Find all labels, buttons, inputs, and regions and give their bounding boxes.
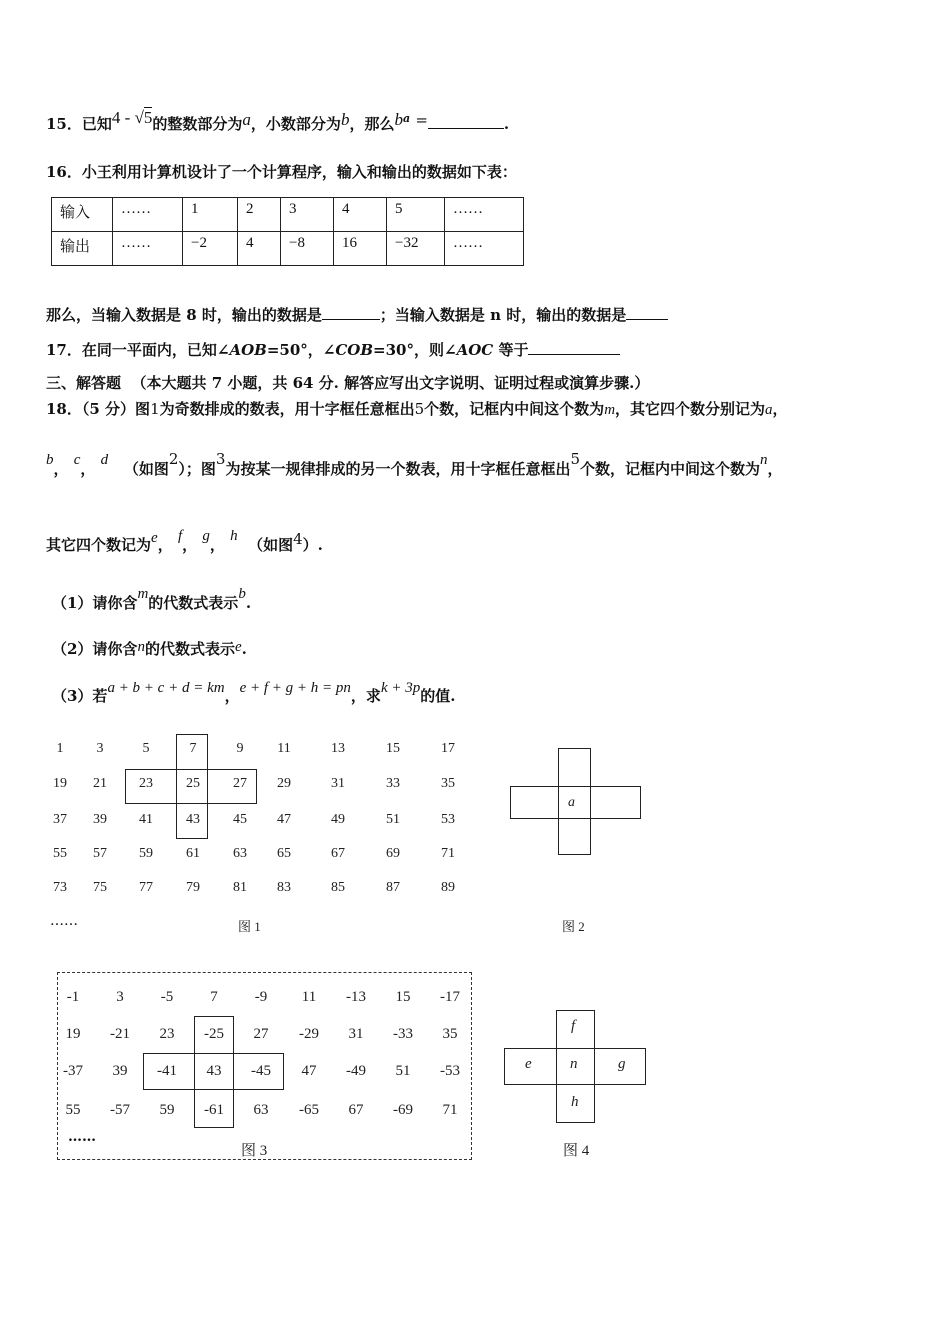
fig3-number: -33 [393,1026,413,1042]
table-cell: 2 [238,198,281,232]
fig1-number: 5 [142,741,150,756]
fig1-number: 33 [386,776,400,791]
fig1-ellipsis: …… [50,913,78,929]
fig1-number: 81 [233,880,247,895]
q18-fig-ref: 4 [293,530,303,548]
fig3-number: 47 [301,1063,317,1079]
fig1-number: 41 [139,812,153,827]
q15-text: 已知 [81,115,112,133]
fig1-number: 29 [277,776,291,791]
fig1-number: 69 [386,846,400,861]
fig1-number: 57 [93,846,107,861]
q18-comma: ， [53,460,69,478]
fig1-number: 11 [277,741,291,756]
fig4-top-label: f [571,1018,576,1034]
q18-text: （如图 [248,536,294,554]
fig1-number: 45 [233,812,247,827]
q18-var-a: a [765,402,773,418]
q18-text: （如图 [123,460,169,478]
fig2-center-label: a [568,795,575,810]
q16-followup [46,304,668,325]
q17-aoc: AOC [456,341,494,359]
q18-comma: ， [157,536,173,554]
fig1-number: 77 [139,880,153,895]
fig3-number: 39 [112,1063,128,1079]
fig3-number: -65 [299,1102,319,1118]
io-table-row [52,232,524,266]
fig1-number: 7 [189,741,197,756]
fig3-number: 51 [395,1063,411,1079]
fig3-number: -1 [66,989,80,1005]
q16-number: 16． [46,163,82,181]
fig1-number: 35 [441,776,455,791]
fig1-number: 79 [186,880,200,895]
table-cell: 1 [183,198,238,232]
q17-number: 17． [46,341,82,359]
q16-answer-blank-1[interactable] [322,305,380,320]
fig3-number: 59 [159,1102,175,1118]
q18-sub2-text: . [241,640,247,658]
io-table [51,197,524,266]
q18-comma: ， [209,536,225,554]
q17-text: 在同一平面内，已知∠ [81,341,230,359]
q18-line-2 [46,450,783,479]
fig3-number: -53 [440,1063,460,1079]
fig4-bottom-label: h [571,1094,579,1110]
q17-aob: AOB [229,341,267,359]
q15-eq: = [415,111,428,129]
q15-end: . [503,115,510,133]
q18-sub2-text: （2）请你含 [52,640,138,658]
fig3-number: 71 [442,1102,458,1118]
fig1-number: 23 [139,776,153,791]
question-16 [46,161,517,182]
fig3-number: 67 [348,1102,364,1118]
io-table-row [52,198,524,232]
fig3-number: -61 [204,1102,224,1118]
q18-sub2-var: n [137,639,145,655]
fig1-number: 59 [139,846,153,861]
fig1-number: 13 [331,741,345,756]
q18-sub3-text: 的值. [420,687,456,705]
q18-comma: ， [772,400,788,418]
question-17 [46,339,620,360]
fig1-number: 61 [186,846,200,861]
q18-number-5: 5 [570,450,581,468]
fig1-number: 83 [277,880,291,895]
fig1-number: 31 [331,776,345,791]
fig3-number: -5 [160,989,174,1005]
fig1-number: 47 [277,812,291,827]
fig1-number: 3 [96,741,104,756]
q18-sub3-equation: e + f + g + h = pn [239,680,351,696]
fig1-number: 17 [441,741,455,756]
q18-fig-ref: 2 [168,450,179,468]
q18-sub1-var: b [238,586,246,602]
fig3-number: 27 [253,1026,269,1042]
fig3-number: 11 [301,989,317,1005]
fig4-right-label: g [618,1056,626,1072]
fig1-number: 75 [93,880,107,895]
q18-fig-ref: 1 [150,400,160,418]
fig3-number: -25 [204,1026,224,1042]
fig3-number: 63 [253,1102,269,1118]
fig1-number: 73 [53,880,67,895]
fig3-number: -45 [251,1063,271,1079]
q18-sub3-text: （3）若 [52,687,108,705]
q15-var-b: b [340,110,350,129]
fig3-number: 3 [116,989,124,1005]
q17-answer-blank[interactable] [528,340,620,355]
q18-text: 图 [135,400,151,418]
q15-exponent: a [402,112,411,125]
fig2-caption: 图 2 [562,919,585,934]
q18-var-e: e [151,530,158,546]
q18-var-m: m [604,402,616,418]
fig1-number: 89 [441,880,455,895]
section-3-title: 三、解答题 [46,374,122,392]
fig1-number: 55 [53,846,67,861]
fig3-number: 55 [65,1102,81,1118]
q18-line-1 [46,398,788,419]
q18-fig-ref: 3 [215,450,226,468]
q18-score: （5 分） [81,400,136,418]
fig3-number: -9 [254,989,268,1005]
fig1-number: 63 [233,846,247,861]
fig1-number: 19 [53,776,67,791]
q18-var-f: f [177,528,183,544]
q18-sub-2 [52,638,247,659]
q18-var-g: g [202,528,210,544]
q15-answer-blank[interactable] [428,114,504,129]
q18-sub3-text: ， [224,687,240,705]
question-15: 15．已知4 - √5的整数部分为a，小数部分为b，那么$b^a$ = . [46,108,510,133]
q15-number: 15． [46,115,82,133]
q18-text: 个数，记框内中间这个数为 [424,400,605,418]
q15-sqrt: 5 [143,108,153,127]
q18-var-n: n [760,452,768,468]
fig3-number: -57 [110,1102,130,1118]
fig1-number: 39 [93,812,107,827]
q15-base: b [394,110,403,129]
fig3-number: 23 [159,1026,175,1042]
q15-expr: 4 - [111,108,131,127]
fig3-number: -49 [346,1063,366,1079]
q18-text: 其它四个数记为 [46,536,152,554]
table-cell: −32 [387,232,445,266]
fig1-number: 15 [386,741,400,756]
q15-var-a: a [242,110,251,129]
q18-comma: ， [182,536,198,554]
q17-text: =30°，则∠ [373,341,457,359]
fig1-number: 1 [56,741,64,756]
q18-var-c: c [73,452,81,468]
table-cell: −2 [183,232,238,266]
q18-sub3-text: ，求 [350,687,381,705]
table-cell: 16 [334,232,387,266]
q18-text: ，其它四个数分别记为 [615,400,766,418]
table-cell: 3 [281,198,334,232]
fig1-number: 51 [386,812,400,827]
section-3-note: （本大题共 7 小题，共 64 分. 解答应写出文字说明、证明过程或演算步骤.） [131,374,650,392]
fig1-number: 37 [53,812,67,827]
q17-text: 等于 [493,341,529,359]
q18-sub1-text: 的代数式表示 [148,594,239,612]
q16-followup-a: 那么，当输入数据是 8 时，输出的数据是 [46,306,322,324]
table-cell: −8 [281,232,334,266]
fig1-number: 87 [386,880,400,895]
fig1-number: 71 [441,846,455,861]
fig3-caption: 图 3 [241,1143,268,1159]
q16-text: 小王利用计算机设计了一个计算程序，输入和输出的数据如下表： [81,163,517,181]
fig4-center-label: n [570,1056,578,1072]
table-cell: 4 [334,198,387,232]
fig1-number: 43 [186,812,200,827]
fig3-number: 43 [206,1063,222,1079]
q18-sub-1 [52,586,252,613]
q17-text: =50°，∠ [266,341,336,359]
q18-sub1-text: . [245,594,252,612]
q18-sub2-var: e [234,639,242,655]
table-cell: 5 [387,198,445,232]
fig1-number: 21 [93,776,107,791]
fig1-number: 53 [441,812,455,827]
q18-text: 个数，记框内中间这个数为 [580,460,761,478]
q18-sub1-var: m [137,586,149,602]
q18-line-3 [46,528,323,555]
table-cell: 4 [238,232,281,266]
q18-sub2-text: 的代数式表示 [144,640,235,658]
q18-var-b: b [46,452,54,468]
q17-cob: COB [335,341,374,359]
table-cell: 输出 [52,232,113,266]
q18-var-d: d [100,452,109,468]
fig3-number: 7 [210,989,218,1005]
section-3-heading [46,372,649,393]
fig1-number: 9 [236,741,244,756]
q18-sub1-text: （1）请你含 [52,594,138,612]
fig1-number: 85 [331,880,345,895]
q18-text: 为按某一规律排成的另一个数表，用十字框任意框出 [225,460,571,478]
fig3-ellipsis: …… [68,1129,96,1145]
q15-text: ，那么 [349,115,395,133]
fig3-number: 35 [442,1026,458,1042]
fig3-number: -13 [346,989,366,1005]
q18-text: 为奇数排成的数表，用十字框任意框出 [159,400,415,418]
q18-comma: ， [80,460,96,478]
fig3-number: -37 [63,1063,83,1079]
table-cell: …… [445,232,524,266]
table-cell: 输入 [52,198,113,232]
q18-number-5: 5 [414,400,425,418]
table-cell: …… [113,198,183,232]
fig4-caption: 图 4 [563,1143,590,1159]
q18-number: 18． [46,400,82,418]
fig3-number: -69 [393,1102,413,1118]
q18-text: ）；图 [178,460,216,478]
fig1-caption: 图 1 [238,919,261,934]
fig4-left-label: e [525,1056,532,1072]
table-cell: …… [445,198,524,232]
fig3-number: 19 [65,1026,81,1042]
q15-text: ，小数部分为 [250,115,341,133]
fig3-number: -17 [440,989,460,1005]
q16-answer-blank-2[interactable] [626,305,668,320]
fig3-number: -41 [157,1063,177,1079]
q18-text: ）. [302,536,323,554]
fig1-number: 25 [186,776,200,791]
q18-sub-3 [52,680,456,706]
fig1-number: 49 [331,812,345,827]
fig1-number: 65 [277,846,291,861]
table-cell: …… [113,232,183,266]
q18-comma: ， [767,460,783,478]
q18-sub3-expression: k + 3p [380,680,421,696]
fig3-number: 15 [395,989,411,1005]
fig3-number: -21 [110,1026,130,1042]
fig2-cross-horizontal [510,786,641,819]
q16-followup-b: ；当输入数据是 n 时，输出的数据是 [379,306,627,324]
fig3-number: 31 [348,1026,364,1042]
fig3-number: -29 [299,1026,319,1042]
q18-var-h: h [230,528,238,544]
q18-sub3-equation: a + b + c + d = km [107,680,225,696]
q15-text: 的整数部分为 [152,115,243,133]
fig1-number: 67 [331,846,345,861]
fig1-number: 27 [233,776,247,791]
